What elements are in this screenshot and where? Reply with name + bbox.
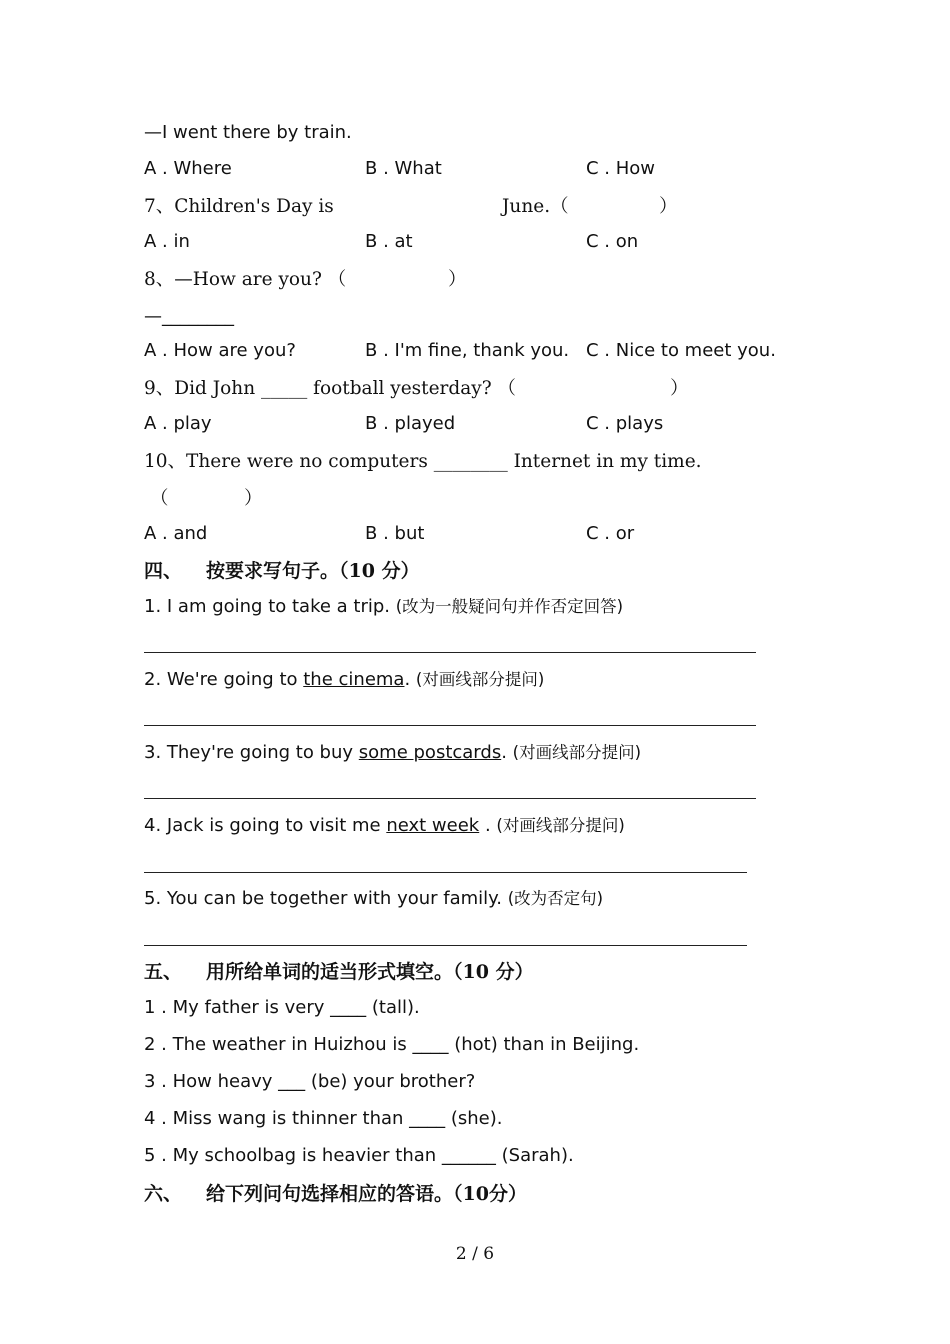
rewrite-item-4	[144, 814, 625, 838]
q9-option-b: B . played	[365, 413, 456, 434]
rewrite-item-1-note: (改为一般疑问句并作否定回答)	[395, 597, 624, 616]
q9-option-a: A . play	[144, 413, 212, 434]
q6-option-c: C . How	[586, 158, 656, 179]
q10-option-a: A . and	[144, 523, 208, 544]
fill-item-4: 4 . Miss wang is thinner than ____ (she).	[144, 1108, 503, 1129]
q7-text-before: 7、Children's Day is	[144, 196, 334, 217]
rewrite-item-2	[144, 668, 544, 692]
q8-option-b: B . I'm fine, thank you.	[365, 340, 570, 361]
section-4-heading	[144, 559, 420, 583]
rewrite-item-2-underlined: the cinema	[303, 669, 405, 690]
rewrite-item-4-post: .	[479, 815, 497, 836]
section-6-heading	[144, 1182, 527, 1206]
q10-paren-close: ）	[244, 488, 263, 509]
answer-line-4[interactable]	[144, 872, 747, 873]
q9-option-c: C . plays	[586, 413, 664, 434]
rewrite-item-5-note: (改为否定句)	[507, 889, 604, 908]
q8-reply-blank: —________	[144, 306, 234, 327]
section-6-title: 给下列问句选择相应的答语。（10分）	[206, 1183, 527, 1205]
section-4-number: 四、	[144, 560, 183, 582]
q7-text-after: June.（	[502, 196, 569, 217]
answer-line-5[interactable]	[144, 945, 747, 946]
q6-option-a: A . Where	[144, 158, 232, 179]
q9-paren-close: ）	[670, 378, 689, 399]
rewrite-item-5	[144, 887, 603, 911]
q10-paren-open: （	[150, 488, 169, 509]
rewrite-item-4-note: (对画线部分提问)	[496, 816, 625, 835]
q10-option-b: B . but	[365, 523, 425, 544]
q9-question: 9、Did John _____ football yesterday? （	[144, 378, 517, 399]
q10-option-c: C . or	[586, 523, 635, 544]
q7-option-b: B . at	[365, 231, 413, 252]
fill-item-2: 2 . The weather in Huizhou is ____ (hot) than in Beijing.	[144, 1034, 640, 1055]
rewrite-item-3-note: (对画线部分提问)	[512, 743, 642, 762]
q6-option-b: B . What	[365, 158, 442, 179]
q8-option-a: A . How are you?	[144, 340, 296, 361]
rewrite-item-4-text: 4. Jack is going to visit me	[144, 815, 387, 836]
section-4-title: 按要求写句子。（10 分）	[206, 560, 420, 582]
section-5-heading	[144, 960, 534, 984]
q7-option-c: C . on	[586, 231, 639, 252]
rewrite-item-5-text: 5. You can be together with your family.	[144, 888, 508, 909]
rewrite-item-2-note: (对画线部分提问)	[415, 670, 545, 689]
section-6-number: 六、	[144, 1183, 183, 1205]
q7-paren-close: ）	[659, 196, 678, 217]
rewrite-item-4-underlined: next week	[386, 815, 480, 836]
fill-item-3: 3 . How heavy ___ (be) your brother?	[144, 1071, 476, 1092]
rewrite-item-3-text: 3. They're going to buy	[144, 742, 359, 763]
answer-line-3[interactable]	[144, 798, 756, 799]
rewrite-item-2-text: 2. We're going to	[144, 669, 304, 690]
fill-item-5: 5 . My schoolbag is heavier than ______ (Sarah).	[144, 1145, 574, 1166]
q8-paren-close: ）	[448, 269, 467, 290]
page-number: 2 / 6	[455, 1244, 495, 1264]
q8-question: 8、—How are you? （	[144, 269, 347, 290]
answer-line-1[interactable]	[144, 652, 756, 653]
rewrite-item-3	[144, 741, 641, 765]
rewrite-item-1	[144, 595, 623, 619]
rewrite-item-1-text: 1. I am going to take a trip.	[144, 596, 396, 617]
answer-line-2[interactable]	[144, 725, 756, 726]
rewrite-item-3-underlined: some postcards	[358, 742, 502, 763]
q8-option-c: C . Nice to meet you.	[586, 340, 776, 361]
fill-item-1: 1 . My father is very ____ (tall).	[144, 997, 420, 1018]
rewrite-item-2-post: .	[404, 669, 416, 690]
rewrite-item-3-post: .	[501, 742, 513, 763]
q6-answer-line: —I went there by train.	[144, 122, 352, 143]
section-5-number: 五、	[144, 961, 183, 983]
q7-option-a: A . in	[144, 231, 190, 252]
section-5-title: 用所给单词的适当形式填空。（10 分）	[206, 961, 534, 983]
q10-question: 10、There were no computers ________ Internet in my time.	[144, 451, 702, 472]
